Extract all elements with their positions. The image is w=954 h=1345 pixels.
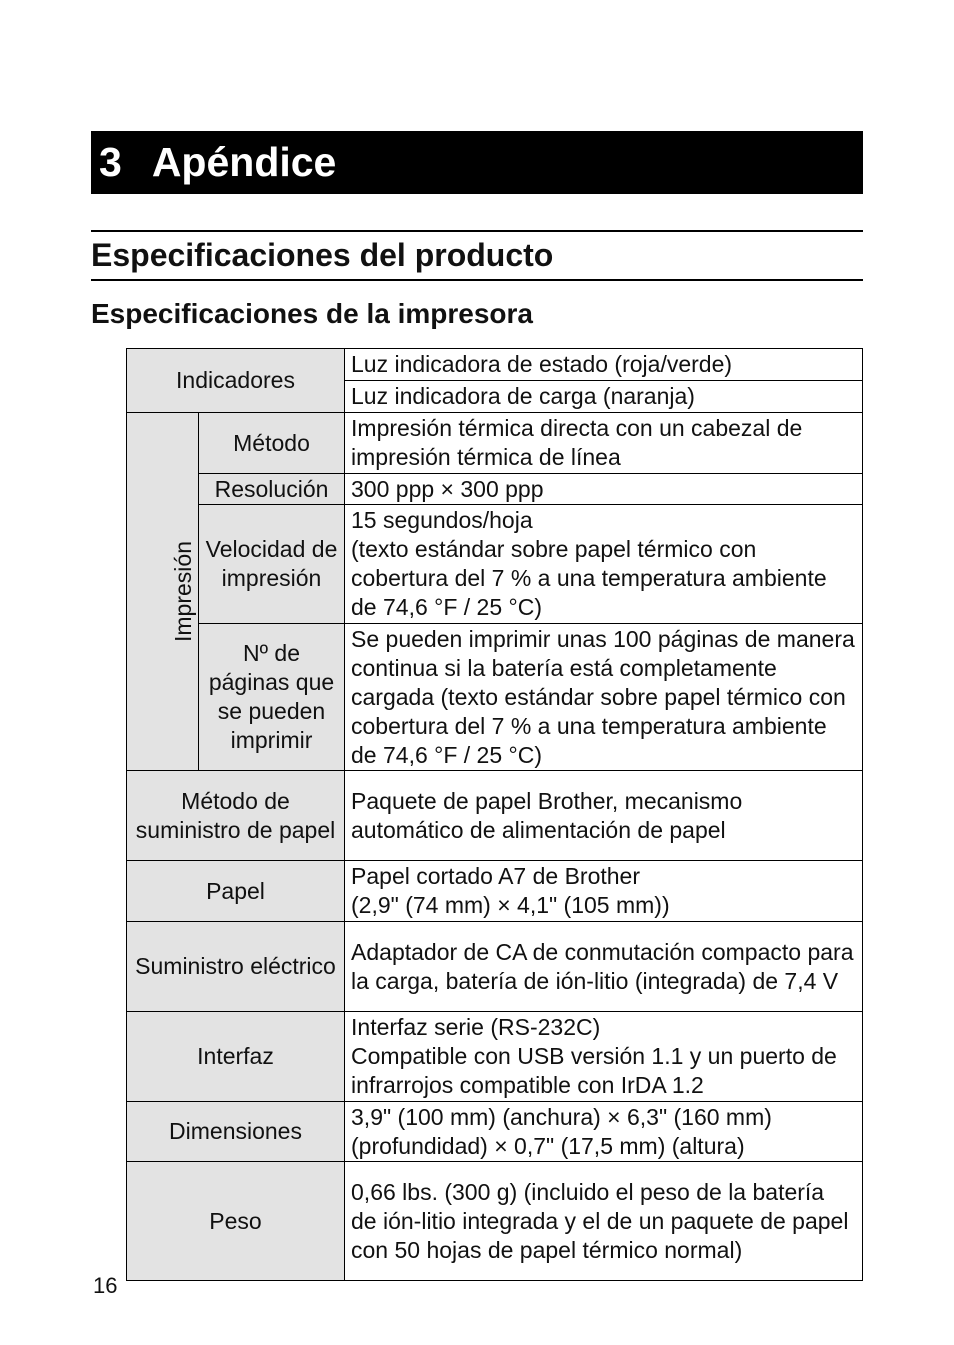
row-value: 0,66 lbs. (300 g) (incluido el peso de la batería de ión-litio integrada y el de un paquete de papel con 50 hojas de papel térmico normal) — [345, 1162, 863, 1281]
subsection-title: Especificaciones de la impresora — [91, 298, 533, 329]
row-value: 300 ppp × 300 ppp — [345, 474, 863, 505]
chapter-title: Apéndice — [151, 139, 337, 185]
row-label-indicadores: Indicadores — [127, 349, 345, 413]
row-label: Resolución — [199, 474, 345, 505]
row-value — [345, 505, 863, 624]
chapter-number: 3 — [99, 139, 122, 185]
table-row — [127, 1102, 863, 1162]
row-value: Impresión térmica directa con un cabezal de impresión térmica de línea — [345, 413, 863, 474]
table-row — [127, 1012, 863, 1102]
table-row — [127, 474, 863, 505]
table-row — [127, 861, 863, 922]
row-value: 3,9" (100 mm) (anchura) × 6,3" (160 mm) (profundidad) × 0,7" (17,5 mm) (altura) — [345, 1102, 863, 1162]
table-row — [127, 413, 863, 474]
row-value: Luz indicadora de estado (roja/verde) — [345, 349, 863, 381]
row-value-line: 15 segundos/hoja — [351, 507, 533, 533]
row-label: Método — [199, 413, 345, 474]
row-value: Se pueden imprimir unas 100 páginas de manera continua si la batería está completamente cargada (texto estándar sobre papel térmico con cobertura del 7 % a una temperatura ambiente de 74,6 °F / 25 °C) — [345, 624, 863, 771]
row-value: Adaptador de CA de conmutación compacto para la carga, batería de ión-litio (integrada) de 7,4 V — [345, 922, 863, 1012]
row-label: Dimensiones — [127, 1102, 345, 1162]
row-label: Velocidad de impresión — [199, 505, 345, 624]
row-value — [345, 861, 863, 922]
group-label-impresion — [127, 413, 199, 771]
table-row — [127, 505, 863, 624]
table-row — [127, 771, 863, 861]
row-label: Peso — [127, 1162, 345, 1281]
table-row — [127, 1162, 863, 1281]
table-row — [127, 922, 863, 1012]
row-label: Nº de páginas que se pueden imprimir — [199, 624, 345, 771]
row-label: Suministro eléctrico — [127, 922, 345, 1012]
row-value-line: Interfaz serie (RS-232C) — [351, 1014, 601, 1040]
row-value-line: Compatible con USB versión 1.1 y un puerto de infrarrojos compatible con IrDA 1.2 — [351, 1043, 837, 1098]
row-value-line: (texto estándar sobre papel térmico con cobertura del 7 % a una temperatura ambiente de 74,6 °F / 25 °C) — [351, 536, 827, 620]
section-title: Especificaciones del producto — [91, 230, 863, 281]
row-label: Interfaz — [127, 1012, 345, 1102]
row-label: Papel — [127, 861, 345, 922]
row-label: Método de suministro de papel — [127, 771, 345, 861]
row-value-line: (2,9" (74 mm) × 4,1" (105 mm)) — [351, 892, 670, 918]
group-label-text: Impresión — [169, 541, 196, 642]
row-value: Luz indicadora de carga (naranja) — [345, 381, 863, 413]
row-value-line: Papel cortado A7 de Brother — [351, 863, 640, 889]
table-row — [127, 349, 863, 381]
chapter-heading — [91, 131, 863, 194]
printer-spec-table — [126, 348, 863, 1281]
page-number: 16 — [93, 1273, 118, 1298]
row-value — [345, 1012, 863, 1102]
row-value: Paquete de papel Brother, mecanismo automático de alimentación de papel — [345, 771, 863, 861]
table-row — [127, 624, 863, 771]
